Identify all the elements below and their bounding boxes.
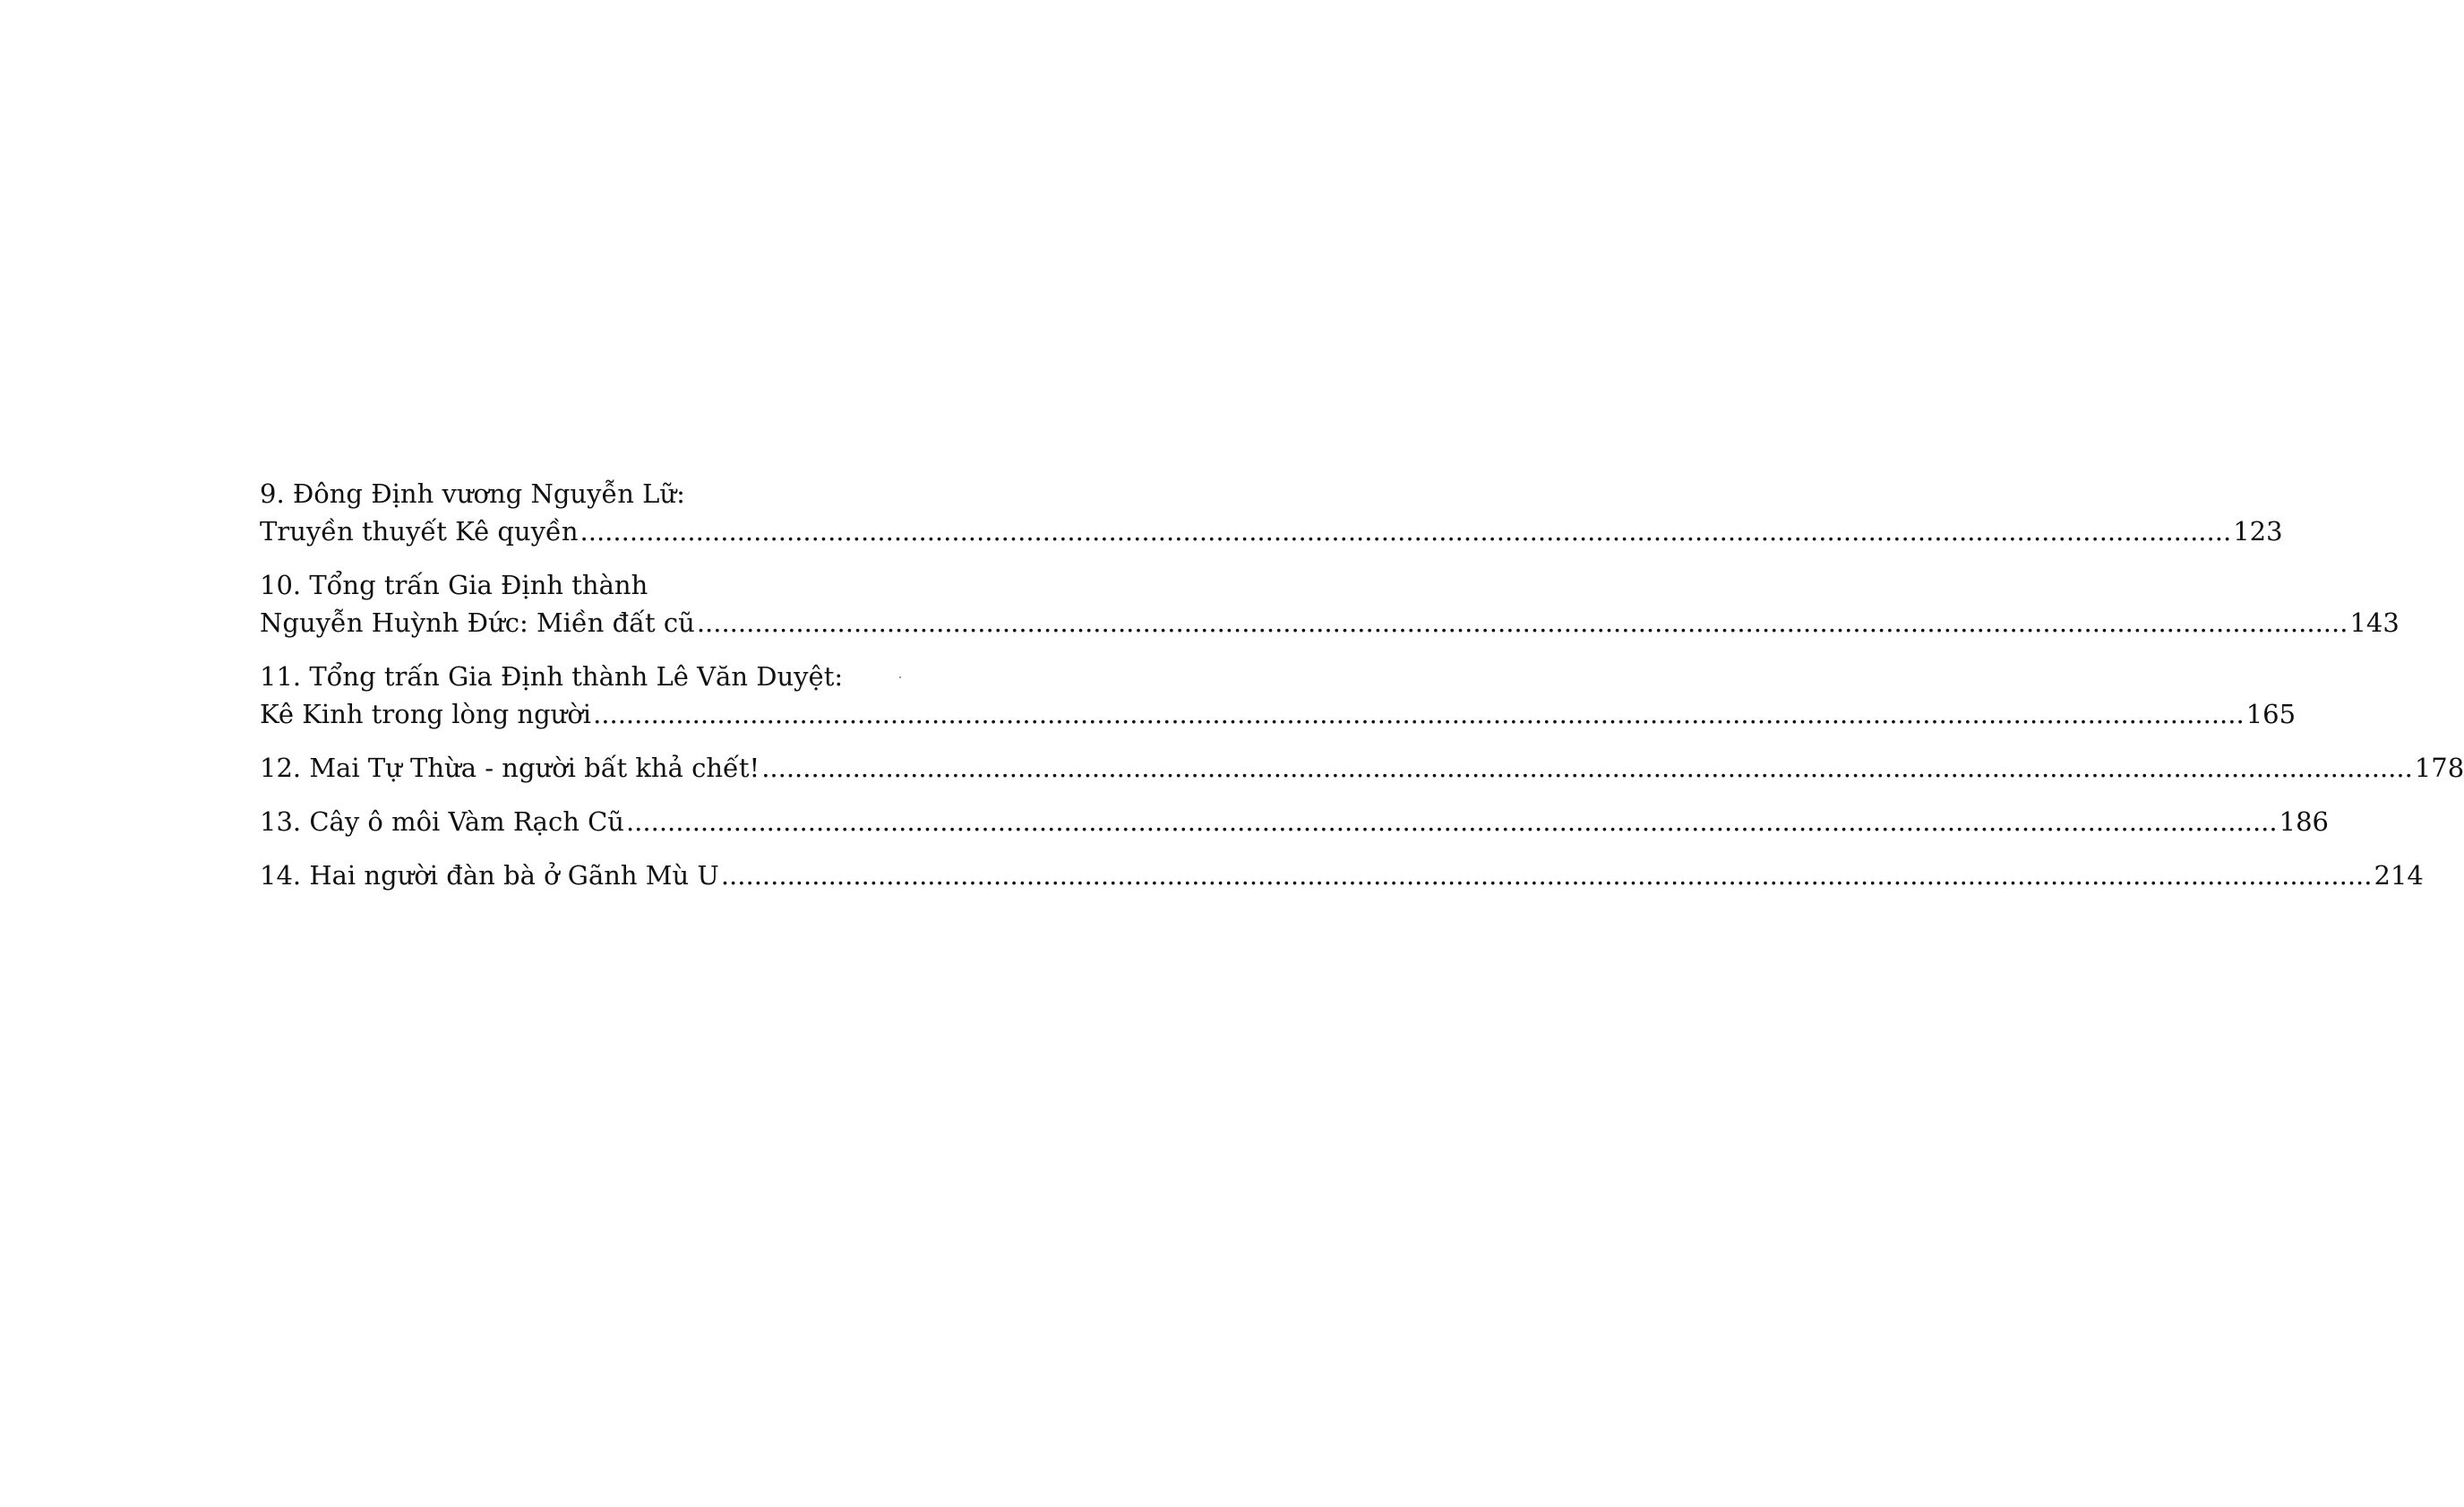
toc-entry-title-line: Nguyễn Huỳnh Đức: Miền đất cũ — [260, 607, 695, 638]
toc-entry-title-line: 11. Tổng trấn Gia Định thành Lê Văn Duyệt: — [260, 661, 844, 692]
dot-leader: ........................................................................................................................................................................................................ — [720, 860, 2373, 891]
toc-entry-last-line — [260, 803, 2329, 840]
dot-leader: ........................................................................................................................................................................................................ — [761, 753, 2413, 783]
toc-entry-title-line: 13. Cây ô môi Vàm Rạch Cũ — [260, 806, 624, 837]
toc-entry — [260, 857, 2424, 894]
dot-leader: ........................................................................................................................................................................................................ — [580, 516, 2232, 547]
toc-entry-last-line — [260, 604, 2400, 642]
scan-speck — [899, 676, 901, 678]
toc-entry — [260, 475, 2283, 550]
dot-leader: ........................................................................................................................................................................................................ — [696, 607, 2348, 638]
toc-page-number: 165 — [2245, 699, 2297, 729]
toc-entry-last-line — [260, 512, 2283, 550]
toc-entry-title-line: 9. Đông Định vương Nguyễn Lữ: — [260, 478, 685, 509]
toc-entry — [260, 658, 2297, 733]
table-of-contents — [260, 475, 2464, 910]
dot-leader: ........................................................................................................................................................................................................ — [593, 699, 2245, 729]
toc-page-number: 214 — [2374, 860, 2424, 891]
toc-entry — [260, 749, 2464, 787]
toc-entry-title-line: 10. Tổng trấn Gia Định thành — [260, 570, 648, 600]
toc-entry-title-line: 12. Mai Tự Thừa - người bất khả chết! — [260, 753, 760, 783]
toc-page-number: 178 — [2414, 753, 2464, 783]
toc-page-number: 143 — [2349, 607, 2400, 638]
toc-entry — [260, 803, 2329, 840]
toc-entry-title-line: 14. Hai người đàn bà ở Gãnh Mù U — [260, 860, 719, 891]
toc-page-number: 123 — [2233, 516, 2283, 547]
dot-leader: ........................................................................................................................................................................................................ — [625, 806, 2278, 837]
toc-entry-title-line: Kê Kinh trong lòng người — [260, 699, 592, 729]
toc-entry-last-line — [260, 857, 2424, 894]
toc-page-number: 186 — [2279, 806, 2329, 837]
toc-entry — [260, 566, 2400, 642]
toc-entry-last-line — [260, 695, 2297, 733]
toc-entry-last-line — [260, 749, 2464, 787]
toc-entry-title-line: Truyền thuyết Kê quyền — [260, 516, 579, 547]
